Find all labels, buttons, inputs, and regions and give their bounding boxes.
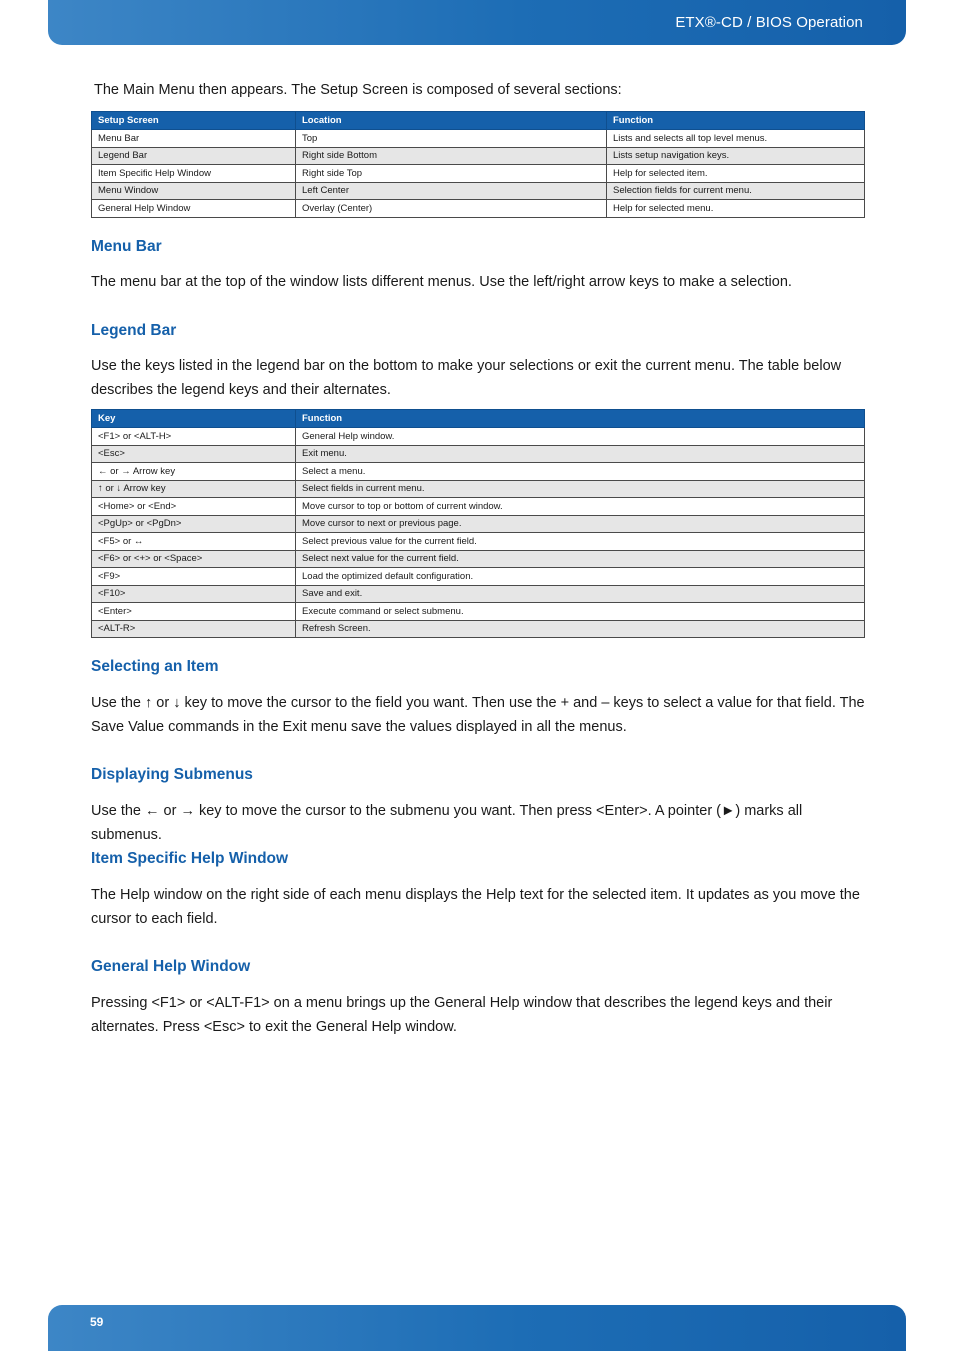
column-header: Function: [296, 410, 865, 428]
heading-item-help: Item Specific Help Window: [91, 850, 289, 867]
table-row: [92, 585, 865, 603]
table-cell: General Help Window: [92, 200, 296, 218]
table-cell: <F9>: [92, 568, 296, 586]
table-cell: Select a menu.: [296, 463, 865, 481]
selecting-item-text: Use the ↑ or ↓ key to move the cursor to the field you want. Then use the + and – keys to select a value for that field. The Save Value commands in the Exit menu save the values displayed in all the menus.: [91, 695, 865, 735]
table-row: [92, 428, 865, 446]
table-cell: Help for selected menu.: [607, 200, 865, 218]
table-cell: Lists and selects all top level menus.: [607, 130, 865, 148]
heading-displaying-submenus: Displaying Submenus: [91, 766, 253, 783]
table-row: [92, 445, 865, 463]
table-cell: Selection fields for current menu.: [607, 182, 865, 200]
table-cell: <Enter>: [92, 603, 296, 621]
table-cell: <Esc>: [92, 445, 296, 463]
table-row: [92, 550, 865, 568]
header-bar: [48, 0, 906, 45]
table-cell: Select previous value for the current field.: [296, 533, 865, 551]
table-row: [92, 147, 865, 165]
table-cell: Legend Bar: [92, 147, 296, 165]
table-cell: Right side Bottom: [296, 147, 607, 165]
heading-legend-bar: Legend Bar: [91, 322, 177, 339]
table-row: [92, 200, 865, 218]
heading-general-help: General Help Window: [91, 958, 251, 975]
table-row: [92, 130, 865, 148]
table-cell: <Home> or <End>: [92, 498, 296, 516]
table-row: [92, 603, 865, 621]
column-header: Location: [296, 112, 607, 130]
table-row: [92, 533, 865, 551]
table-cell: Help for selected item.: [607, 165, 865, 183]
footer-bar: [48, 1305, 906, 1351]
table-row: [92, 568, 865, 586]
table-cell: Move cursor to top or bottom of current window.: [296, 498, 865, 516]
table-cell: Select fields in current menu.: [296, 480, 865, 498]
table-cell: Execute command or select submenu.: [296, 603, 865, 621]
header-title: ETX®-CD / BIOS Operation: [675, 14, 863, 31]
heading-menu-bar: Menu Bar: [91, 238, 162, 255]
table-cell: Right side Top: [296, 165, 607, 183]
table-row: [92, 480, 865, 498]
table-cell: Menu Bar: [92, 130, 296, 148]
table-cell: Load the optimized default configuration.: [296, 568, 865, 586]
column-header: Setup Screen: [92, 112, 296, 130]
table-cell: <F6> or <+> or <Space>: [92, 550, 296, 568]
column-header: Key: [92, 410, 296, 428]
table-cell: Exit menu.: [296, 445, 865, 463]
table-cell: ← or → Arrow key: [92, 463, 296, 481]
table-row: [92, 620, 865, 638]
intro-text: The Main Menu then appears. The Setup Screen is composed of several sections:: [94, 82, 622, 98]
table-cell: ↑ or ↓ Arrow key: [92, 480, 296, 498]
page-number: 59: [90, 1315, 104, 1329]
table-header-row: [92, 410, 865, 428]
table-cell: <ALT-R>: [92, 620, 296, 638]
table-cell: Overlay (Center): [296, 200, 607, 218]
table-cell: <PgUp> or <PgDn>: [92, 515, 296, 533]
legend-keys-table: [91, 409, 865, 638]
displaying-submenus-text: Use the ← or → key to move the cursor to the submenu you want. Then press <Enter>. A pointer (►) marks all submenus.: [91, 803, 803, 843]
table-cell: <F1> or <ALT-H>: [92, 428, 296, 446]
table-cell: Move cursor to next or previous page.: [296, 515, 865, 533]
table-cell: Lists setup navigation keys.: [607, 147, 865, 165]
item-help-text: The Help window on the right side of each menu displays the Help text for the selected item. It updates as you move the cursor to each field.: [91, 887, 860, 927]
general-help-text: Pressing <F1> or <ALT-F1> on a menu brings up the General Help window that describes the legend keys and their alternates. Press <Esc> to exit the General Help window.: [91, 995, 833, 1035]
legend-bar-text: Use the keys listed in the legend bar on the bottom to make your selections or exit the current menu. The table below describes the legend keys and their alternates.: [91, 358, 842, 398]
table-cell: <F5> or ↔: [92, 533, 296, 551]
table-cell: Item Specific Help Window: [92, 165, 296, 183]
table-cell: Left Center: [296, 182, 607, 200]
table-row: [92, 463, 865, 481]
table-cell: <F10>: [92, 585, 296, 603]
table-cell: Refresh Screen.: [296, 620, 865, 638]
column-header: Function: [607, 112, 865, 130]
heading-selecting-item: Selecting an Item: [91, 658, 219, 675]
menu-bar-text: The menu bar at the top of the window lists different menus. Use the left/right arrow keys to make a selection.: [91, 274, 792, 290]
table-cell: General Help window.: [296, 428, 865, 446]
table-cell: Top: [296, 130, 607, 148]
setup-screen-table: [91, 111, 865, 218]
table-row: [92, 498, 865, 516]
table-row: [92, 182, 865, 200]
table-cell: Select next value for the current field.: [296, 550, 865, 568]
table-row: [92, 165, 865, 183]
table-cell: Menu Window: [92, 182, 296, 200]
table-header-row: [92, 112, 865, 130]
table-row: [92, 515, 865, 533]
table-cell: Save and exit.: [296, 585, 865, 603]
